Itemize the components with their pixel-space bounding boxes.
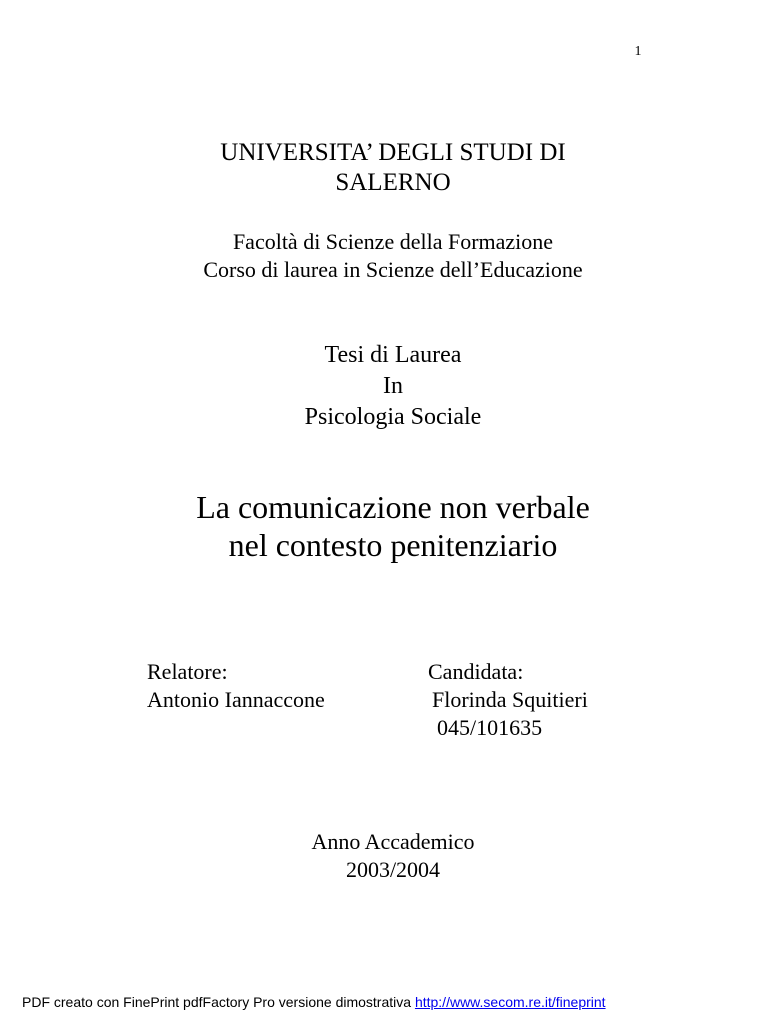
thesis-title	[0, 488, 768, 564]
candidate-block	[428, 658, 588, 742]
university-name-line-1: UNIVERSITA’ DEGLI STUDI DI	[220, 139, 566, 166]
university-name-line-2: SALERNO	[335, 169, 451, 196]
thesis-title-line-2: nel contesto penitenziario	[228, 527, 558, 563]
faculty-name: Facoltà di Scienze della Formazione	[232, 229, 554, 254]
candidate-label: Candidata:	[428, 659, 524, 684]
candidate-id: 045/101635	[437, 715, 543, 740]
candidate-name: Florinda Squitieri	[432, 687, 588, 712]
thesis-subject: Psicologia Sociale	[304, 404, 482, 430]
thesis-type-block	[0, 340, 768, 433]
pdf-footer	[22, 994, 606, 1010]
faculty-block	[0, 228, 768, 284]
thesis-type: Tesi di Laurea	[324, 342, 462, 368]
university-heading	[0, 138, 768, 198]
academic-year-block	[0, 828, 768, 884]
supervisor-block	[147, 658, 325, 714]
supervisor-label: Relatore:	[147, 659, 228, 684]
thesis-preposition: In	[383, 373, 403, 399]
academic-year-label: Anno Accademico	[311, 829, 475, 854]
page-number: 1	[634, 44, 642, 59]
academic-year-value: 2003/2004	[345, 857, 441, 882]
footer-link[interactable]: http://www.secom.re.it/fineprint	[414, 994, 606, 1010]
degree-course: Corso di laurea in Scienze dell’Educazione	[203, 257, 583, 282]
supervisor-name: Antonio Iannaccone	[147, 687, 325, 712]
footer-text: PDF creato con FinePrint pdfFactory Pro versione dimostrativa	[22, 994, 412, 1010]
thesis-title-line-1: La comunicazione non verbale	[196, 489, 590, 525]
